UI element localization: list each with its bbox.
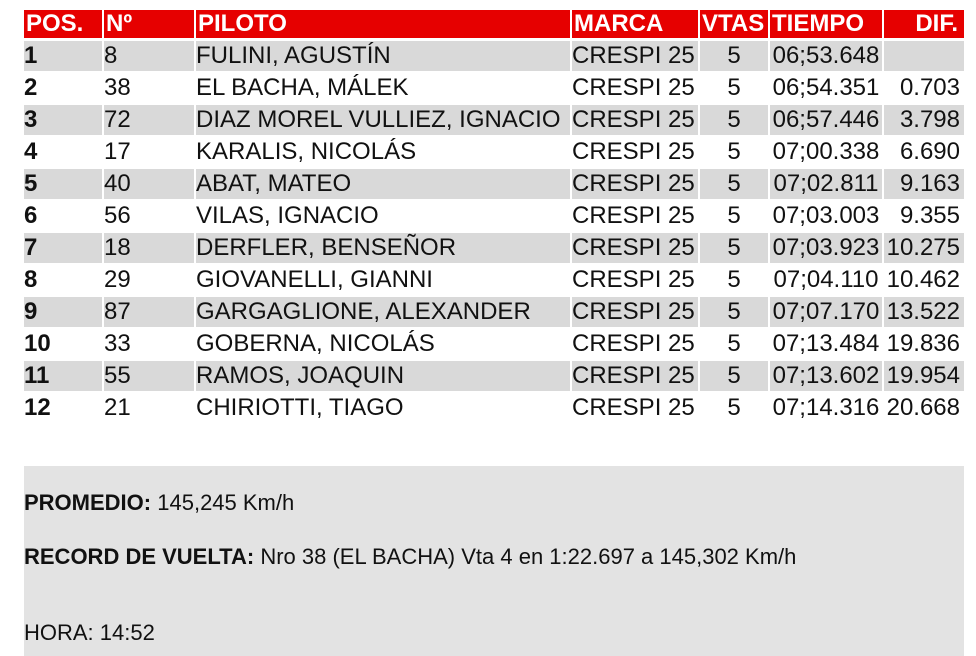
cell-marca: CRESPI 25 [572, 233, 698, 263]
hora-line: HORA: 14:52 [24, 620, 155, 645]
cell-marca: CRESPI 25 [572, 105, 698, 135]
cell-dif: 9.163 [884, 169, 964, 199]
cell-pos: 7 [24, 233, 102, 263]
cell-vtas: 5 [700, 233, 768, 263]
cell-pos: 2 [24, 74, 38, 101]
cell-tiempo: 07;13.484 [772, 330, 880, 357]
cell-marca: CRESPI 25 [572, 202, 695, 229]
cell-tiempo: 06;53.648 [770, 41, 882, 71]
cell-vtas: 5 [727, 266, 741, 293]
cell-marca: CRESPI 25 [572, 169, 698, 199]
cell-tiempo: 06;54.351 [772, 74, 880, 101]
cell-vtas: 5 [727, 138, 741, 165]
header-dif: DIF. [884, 10, 964, 38]
cell-pos: 4 [24, 138, 38, 165]
summary-panel [24, 466, 964, 656]
cell-dif [884, 41, 964, 71]
table-header [24, 8, 964, 40]
cell-num: 38 [104, 74, 131, 101]
cell-num: 72 [104, 105, 194, 135]
cell-dif: 0.703 [899, 74, 960, 101]
table-row [24, 264, 964, 296]
cell-num: 21 [104, 394, 131, 421]
cell-dif: 20.668 [886, 394, 960, 421]
cell-pos: 1 [24, 41, 102, 71]
cell-vtas: 5 [727, 202, 741, 229]
table-row [24, 104, 964, 136]
cell-dif: 3.798 [884, 105, 964, 135]
cell-piloto: GARGAGLIONE, ALEXANDER [196, 297, 570, 327]
cell-vtas: 5 [727, 394, 741, 421]
cell-piloto: RAMOS, JOAQUIN [196, 361, 570, 391]
header-pos: POS. [24, 10, 102, 38]
record-label: RECORD DE VUELTA: [24, 544, 255, 569]
header-piloto: PILOTO [196, 10, 570, 38]
cell-num: 33 [104, 330, 131, 357]
cell-tiempo: 07;14.316 [772, 394, 880, 421]
cell-num: 8 [104, 41, 194, 71]
table-row [24, 296, 964, 328]
table-row [24, 72, 964, 104]
cell-piloto: GIOVANELLI, GIANNI [196, 266, 433, 293]
promedio-line [24, 490, 294, 516]
cell-pos: 10 [24, 330, 51, 357]
cell-num: 40 [104, 169, 194, 199]
cell-pos: 8 [24, 266, 38, 293]
cell-piloto: FULINI, AGUSTÍN [196, 41, 570, 71]
table-row [24, 168, 964, 200]
cell-pos: 11 [24, 361, 102, 391]
cell-dif: 10.275 [884, 233, 964, 263]
cell-piloto: VILAS, IGNACIO [196, 202, 379, 229]
cell-num: 55 [104, 361, 194, 391]
cell-marca: CRESPI 25 [572, 74, 695, 101]
cell-marca: CRESPI 25 [572, 138, 695, 165]
cell-marca: CRESPI 25 [572, 330, 695, 357]
cell-pos: 6 [24, 202, 38, 229]
table-row [24, 200, 964, 232]
cell-dif: 19.836 [886, 330, 960, 357]
results-table [24, 8, 964, 424]
cell-tiempo: 07;13.602 [770, 361, 882, 391]
record-line [24, 544, 796, 570]
cell-num: 29 [104, 266, 131, 293]
cell-vtas: 5 [700, 105, 768, 135]
promedio-label: PROMEDIO: [24, 490, 152, 515]
cell-marca: CRESPI 25 [572, 41, 698, 71]
header-vtas: VTAS [700, 10, 768, 38]
cell-dif: 6.690 [899, 138, 960, 165]
cell-num: 87 [104, 297, 194, 327]
cell-tiempo: 07;07.170 [770, 297, 882, 327]
cell-tiempo: 07;03.923 [770, 233, 882, 263]
cell-pos: 12 [24, 394, 51, 421]
cell-dif: 19.954 [884, 361, 964, 391]
header-num: Nº [104, 10, 194, 38]
cell-num: 18 [104, 233, 194, 263]
cell-pos: 9 [24, 297, 102, 327]
cell-tiempo: 07;00.338 [772, 138, 880, 165]
cell-vtas: 5 [727, 330, 741, 357]
cell-piloto: ABAT, MATEO [196, 169, 570, 199]
table-row [24, 232, 964, 264]
cell-vtas: 5 [700, 169, 768, 199]
cell-marca: CRESPI 25 [572, 361, 698, 391]
cell-piloto: KARALIS, NICOLÁS [196, 138, 417, 165]
header-tiempo: TIEMPO [770, 10, 882, 38]
cell-dif: 9.355 [899, 202, 960, 229]
table-row [24, 328, 964, 360]
table-row [24, 40, 964, 72]
table-body [24, 40, 964, 424]
cell-num: 56 [104, 202, 131, 229]
cell-piloto: GOBERNA, NICOLÁS [196, 330, 435, 357]
cell-tiempo: 07;03.003 [772, 202, 880, 229]
cell-vtas: 5 [700, 41, 768, 71]
cell-piloto: DIAZ MOREL VULLIEZ, IGNACIO [196, 105, 570, 135]
cell-tiempo: 07;02.811 [770, 169, 882, 199]
cell-pos: 5 [24, 169, 102, 199]
cell-piloto: DERFLER, BENSEÑOR [196, 233, 570, 263]
table-row [24, 136, 964, 168]
cell-marca: CRESPI 25 [572, 297, 698, 327]
cell-num: 17 [104, 138, 131, 165]
cell-marca: CRESPI 25 [572, 394, 695, 421]
cell-vtas: 5 [700, 361, 768, 391]
cell-tiempo: 06;57.446 [770, 105, 882, 135]
cell-dif: 13.522 [884, 297, 964, 327]
cell-piloto: CHIRIOTTI, TIAGO [196, 394, 404, 421]
cell-dif: 10.462 [886, 266, 960, 293]
header-marca: MARCA [572, 10, 698, 38]
record-value: Nro 38 (EL BACHA) Vta 4 en 1:22.697 a 145,302 Km/h [260, 544, 797, 569]
cell-vtas: 5 [700, 297, 768, 327]
cell-tiempo: 07;04.110 [773, 266, 879, 293]
promedio-value: 145,245 Km/h [157, 490, 295, 515]
cell-pos: 3 [24, 105, 102, 135]
table-row [24, 392, 964, 424]
table-row [24, 360, 964, 392]
cell-piloto: EL BACHA, MÁLEK [196, 74, 409, 101]
cell-marca: CRESPI 25 [572, 266, 695, 293]
cell-vtas: 5 [727, 74, 741, 101]
